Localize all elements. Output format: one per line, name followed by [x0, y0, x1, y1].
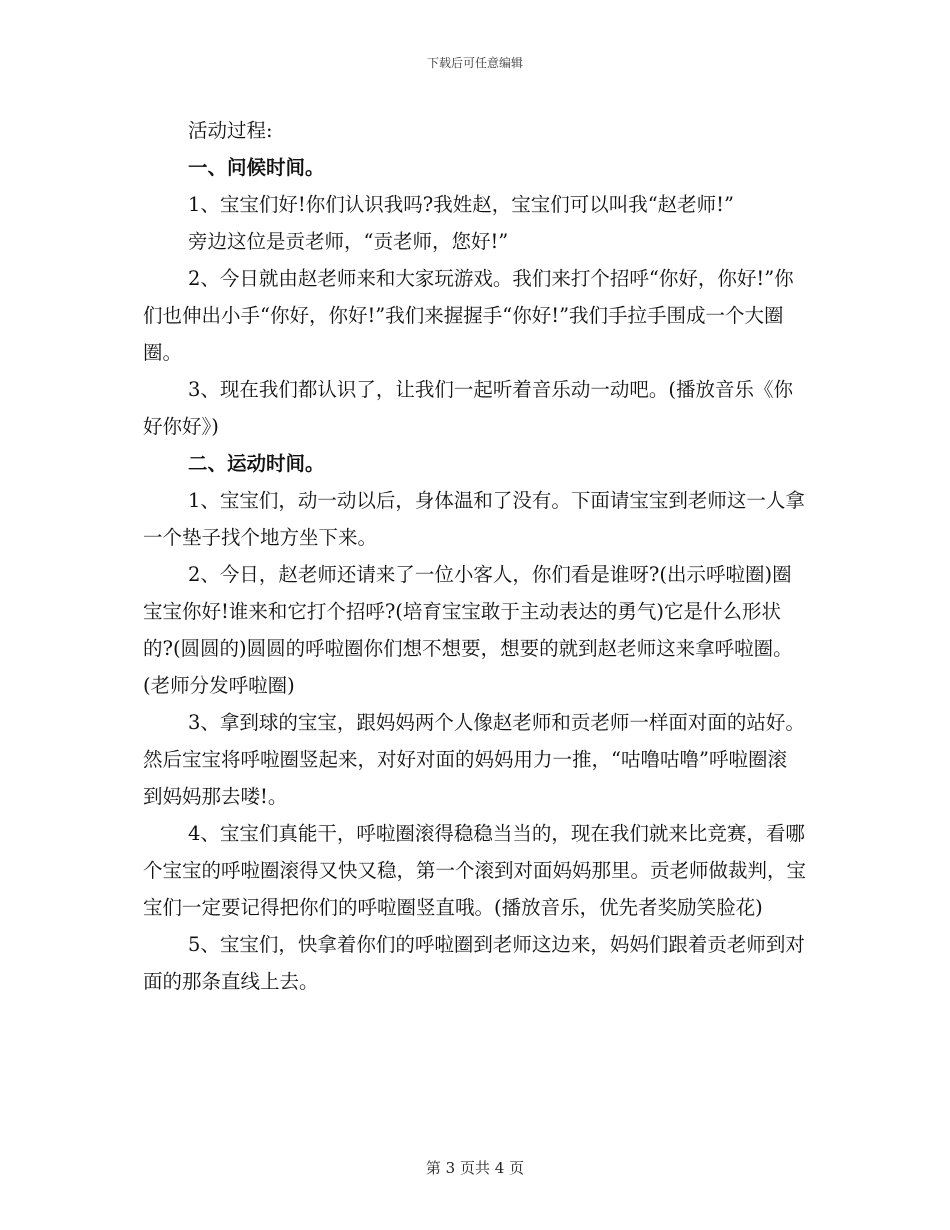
document-body — [143, 112, 806, 1000]
paragraph: 1、宝宝们好!你们认识我吗?我姓赵，宝宝们可以叫我“赵老师!” — [188, 193, 734, 216]
paragraph: 3、拿到球的宝宝，跟妈妈两个人像赵老师和贡老师一样面对面的站好。然后宝宝将呼啦圈竖起来，对好对面的妈妈用力一推，“咕噜咕噜”呼啦圈滚到妈妈那去喽!。 — [143, 711, 805, 808]
intro-label: 活动过程: — [188, 119, 273, 142]
section-heading: 二、运动时间。 — [188, 452, 325, 475]
paragraph: 5、宝宝们，快拿着你们的呼啦圈到老师这边来，妈妈们跟着贡老师到对面的那条直线上去。 — [143, 933, 805, 993]
page-footer-number: 第 3 页共 4 页 — [425, 1159, 525, 1177]
section-heading: 一、问候时间。 — [188, 156, 325, 179]
page-header-note: 下载后可任意编辑 — [426, 56, 523, 70]
paragraph: 旁边这位是贡老师，“贡老师，您好!” — [188, 230, 509, 253]
paragraph: 2、今日就由赵老师来和大家玩游戏。我们来打个招呼“你好，你好!”你们也伸出小手“你好，你好!”我们来握握手“你好!”我们手拉手围成一个大圈圈。 — [143, 267, 794, 364]
paragraph: 2、今日，赵老师还请来了一位小客人，你们看是谁呀?(出示呼啦圈)圈宝宝你好!谁来和它打个招呼?(培育宝宝敢于主动表达的勇气)它是什么形状的?(圆圆的)圆圆的呼啦圈你们想不想要，想要的就到赵老师这来拿呼啦圈。(老师分发呼啦圈) — [143, 563, 793, 697]
paragraph: 4、宝宝们真能干，呼啦圈滚得稳稳当当的，现在我们就来比竞赛，看哪个宝宝的呼啦圈滚得又快又稳，第一个滚到对面妈妈那里。贡老师做裁判，宝宝们一定要记得把你们的呼啦圈竖直哦。(播放音乐，优先者奖励笑脸花) — [143, 822, 807, 919]
paragraph: 3、现在我们都认识了，让我们一起听着音乐动一动吧。(播放音乐《你好你好》) — [143, 378, 794, 438]
paragraph: 1、宝宝们，动一动以后，身体温和了没有。下面请宝宝到老师这一人拿一个垫子找个地方坐下来。 — [143, 489, 805, 549]
